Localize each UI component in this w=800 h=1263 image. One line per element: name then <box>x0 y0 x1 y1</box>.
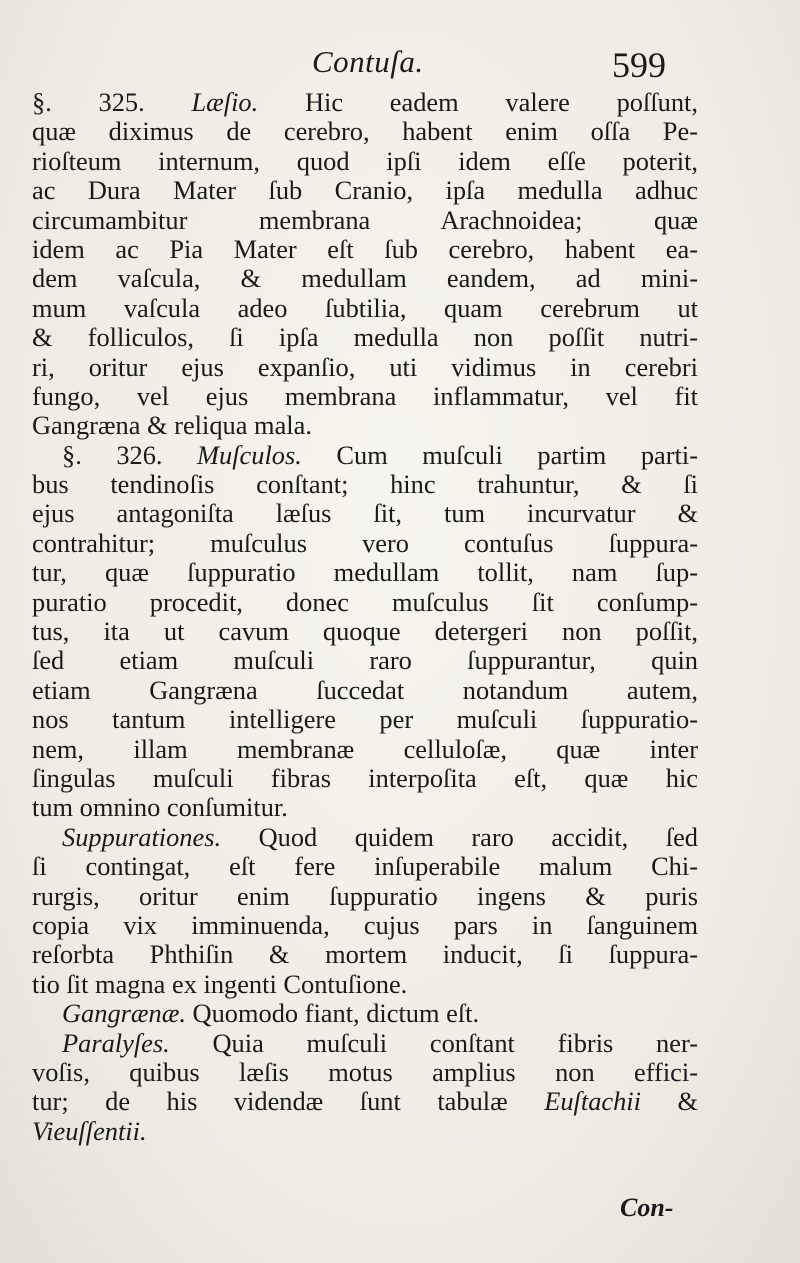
text-line <box>32 382 698 411</box>
text-run: contrahitur; muſculus vero contuſus ſuppura- <box>32 527 698 558</box>
text-line <box>32 764 698 793</box>
text-run: tur, quæ ſuppuratio medullam tollit, nam ſup- <box>32 557 698 588</box>
text-line <box>32 676 698 705</box>
italic-term: Euſtachii <box>544 1086 641 1117</box>
text-run: Quia muſculi conſtant fibris ner- <box>169 1027 698 1058</box>
text-run: Cum muſculi partim parti- <box>301 439 698 470</box>
text-line <box>32 294 698 323</box>
text-run: tum omnino conſumitur. <box>32 792 288 823</box>
text-run: §. 326. <box>62 439 198 470</box>
text-line <box>32 1117 698 1146</box>
text-run: circumambitur membrana Arachnoidea; quæ <box>32 204 698 235</box>
text-run: ſed etiam muſculi raro ſuppurantur, quin <box>32 645 698 676</box>
text-line <box>32 176 698 205</box>
text-run: Hic eadem valere poſſunt, <box>258 87 698 117</box>
text-run: etiam Gangræna ſuccedat notandum autem, <box>32 674 698 705</box>
text-run: bus tendinoſis conſtant; hinc trahuntur, & ſi <box>32 469 698 500</box>
text-line <box>32 588 698 617</box>
text-line <box>32 852 698 881</box>
text-line <box>32 882 698 911</box>
text-run: & folliculos, ſi ipſa medulla non poſſit nutri- <box>32 322 698 353</box>
text-run: mum vaſcula adeo ſubtilia, quam cerebrum ut <box>32 292 698 323</box>
text-line <box>32 1087 698 1116</box>
text-line <box>32 705 698 734</box>
italic-term: Suppurationes. <box>62 821 222 852</box>
text-line <box>32 264 698 293</box>
text-run: §. 325. <box>32 87 192 117</box>
text-run: tio ſit magna ex ingenti Contuſione. <box>32 968 408 999</box>
italic-term: Læſio. <box>191 87 259 117</box>
text-run: ri, oritur ejus expanſio, uti vidimus in cerebri <box>32 351 698 382</box>
text-line <box>32 1058 698 1087</box>
text-line <box>32 999 698 1028</box>
text-line <box>32 823 698 852</box>
text-line <box>32 970 698 999</box>
text-run: rurgis, oritur enim ſuppuratio ingens & puris <box>32 880 698 911</box>
text-line <box>32 441 698 470</box>
italic-term: Muſculos. <box>197 439 302 470</box>
text-run: ſingulas muſculi fibras interpoſita eſt, quæ hic <box>32 762 698 793</box>
text-line <box>32 117 698 146</box>
text-run: tus, ita ut cavum quoque detergeri non poſſit, <box>32 616 698 647</box>
text-line <box>32 735 698 764</box>
text-run: ejus antagoniſta læſus ſit, tum incurvatur & <box>32 498 698 529</box>
text-run: idem ac Pia Mater eſt ſub cerebro, habent ea- <box>32 233 698 264</box>
text-run: Quod quidem raro accidit, ſed <box>221 821 698 852</box>
text-line <box>32 353 698 382</box>
text-run: nos tantum intelligere per muſculi ſuppuratio- <box>32 704 698 735</box>
text-run: fungo, vel ejus membrana inflammatur, vel fit <box>32 380 698 411</box>
text-line <box>32 411 698 440</box>
running-head: Contuſa. <box>312 44 424 79</box>
text-line <box>32 646 698 675</box>
text-run: nem, illam membranæ celluloſæ, quæ inter <box>32 733 698 764</box>
text-run: puratio procedit, donec muſculus ſit conſump- <box>32 586 698 617</box>
text-run: Quomodo fiant, dictum eſt. <box>185 998 480 1029</box>
italic-term: Gangrænæ. <box>62 998 186 1029</box>
text-run: ſi contingat, eſt fere inſuperabile malum Chi- <box>32 851 698 882</box>
page-header <box>0 40 800 90</box>
text-line <box>32 470 698 499</box>
italic-term: Vieuſſentii. <box>32 1115 147 1146</box>
text-line <box>32 617 698 646</box>
italic-term: Paralyſes. <box>62 1027 170 1058</box>
text-line <box>32 1029 698 1058</box>
text-run: Gangræna & reliqua mala. <box>32 410 312 441</box>
text-run: dem vaſcula, & medullam eandem, ad mini- <box>32 263 698 294</box>
text-line <box>32 323 698 352</box>
text-run: tur; de his videndæ ſunt tabulæ <box>32 1086 545 1117</box>
body-text <box>32 88 698 1146</box>
page-number: 599 <box>612 45 666 85</box>
text-line <box>32 793 698 822</box>
text-run: quæ diximus de cerebro, habent enim oſſa Pe- <box>32 116 698 147</box>
text-line <box>32 940 698 969</box>
text-run: ac Dura Mater ſub Cranio, ipſa medulla adhuc <box>32 175 698 206</box>
text-line <box>32 235 698 264</box>
text-run: rioſteum internum, quod ipſi idem eſſe poterit, <box>32 145 698 176</box>
text-line <box>32 206 698 235</box>
text-line <box>32 499 698 528</box>
text-line <box>32 88 698 117</box>
text-line <box>32 558 698 587</box>
text-run: reſorbta Phthiſin & mortem inducit, ſi ſuppura- <box>32 939 698 970</box>
text-run: voſis, quibus læſis motus amplius non effici- <box>32 1056 698 1087</box>
text-line <box>32 147 698 176</box>
catchword: Con- <box>620 1193 674 1222</box>
text-run: copia vix imminuenda, cujus pars in ſanguinem <box>32 909 698 940</box>
text-run: & <box>640 1086 698 1117</box>
text-line <box>32 529 698 558</box>
text-line <box>32 911 698 940</box>
